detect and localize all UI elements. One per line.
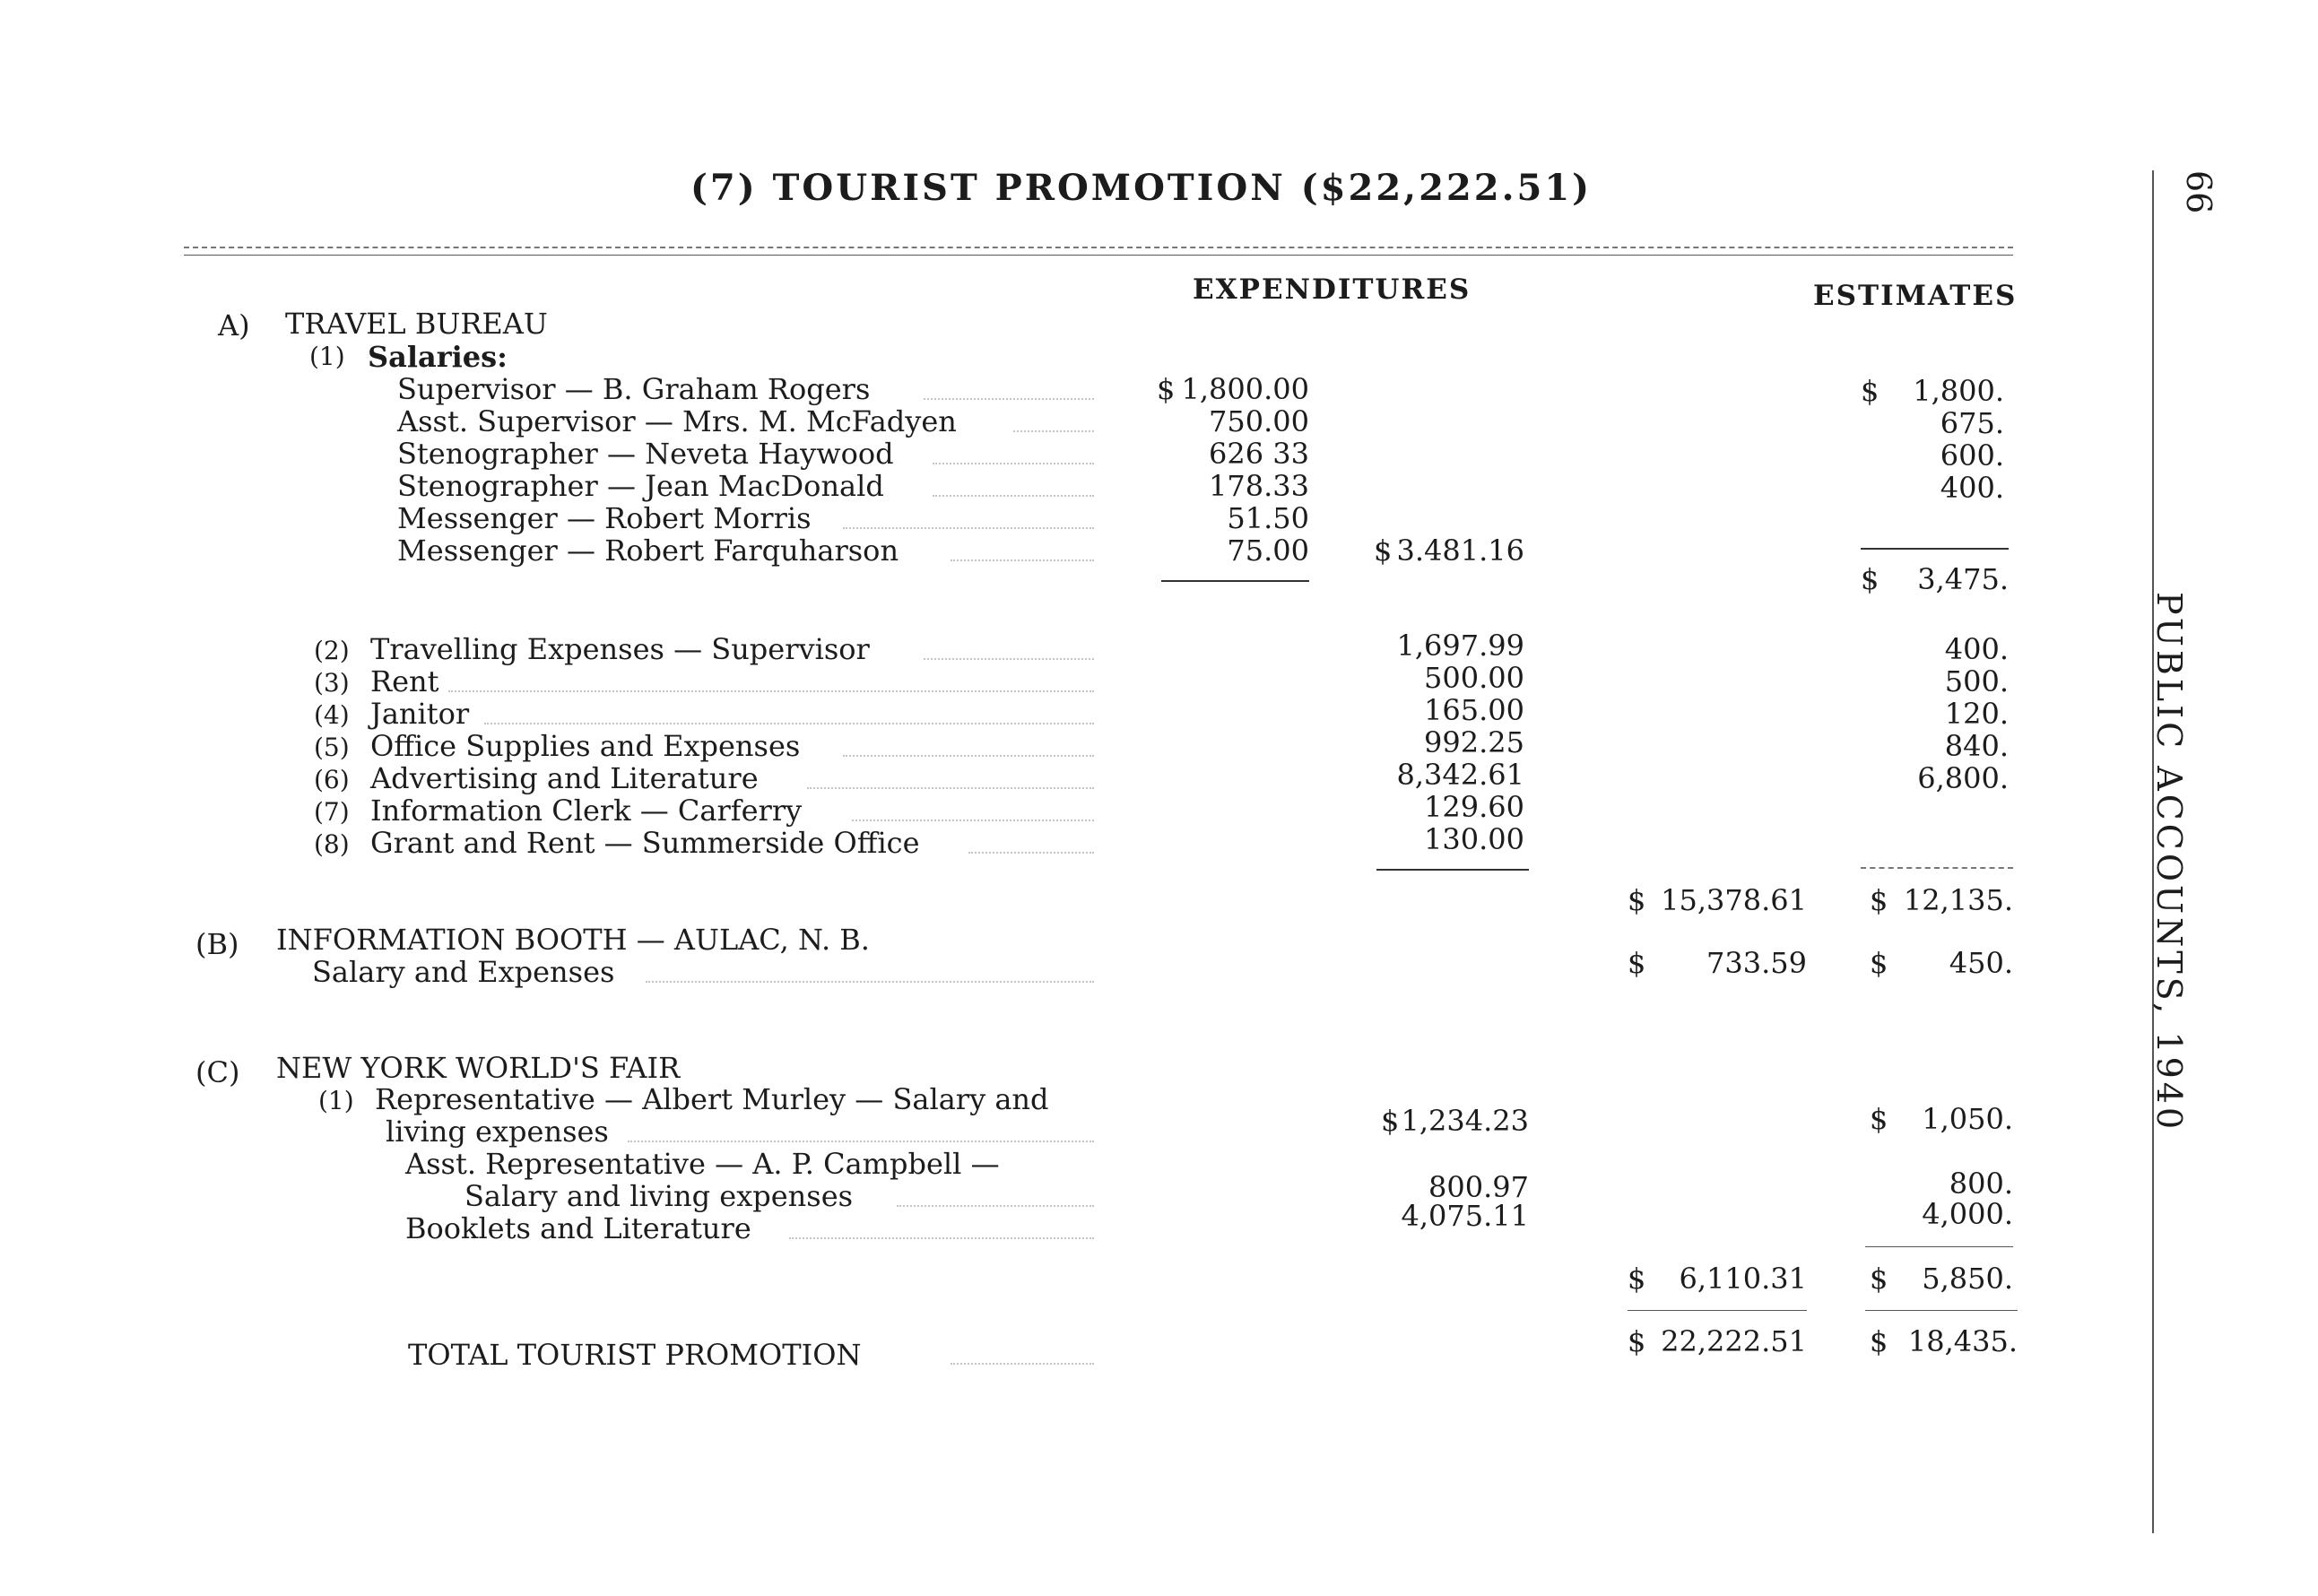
salary-label: Supervisor — B. Graham Rogers [397,372,871,406]
leader-dots [646,981,1094,983]
currency-sign: $ [1628,1324,1646,1358]
item-amount: 165.00 [1424,693,1524,727]
item-estimate: 400. [1944,632,2009,666]
item-number: (5) [314,733,350,762]
section-a-expenditure-rule [1376,869,1529,871]
running-header-text: PUBLIC ACCOUNTS, 1940 [2149,592,2189,1133]
currency-sign: $ [1870,1262,1888,1296]
currency-sign: $ [1870,946,1888,980]
salary-estimate: 675. [1940,406,2004,440]
leader-dots [852,820,1094,821]
salaries-estimate-total: 3,475. [1917,562,2009,596]
item-estimate: 120. [1944,697,2009,731]
salary-label: Messenger — Robert Morris [397,501,812,535]
salary-amount: 75.00 [1227,533,1309,568]
salary-estimate: 400. [1940,471,2004,505]
item-amount: 8,342.61 [1396,758,1524,792]
item-number: (4) [314,700,350,730]
leader-dots [924,658,1094,660]
title-rule-2 [184,255,2013,256]
section-a-marker: A) [218,308,250,343]
item-number: (1) [318,1086,354,1115]
item-amount: 129.60 [1424,790,1524,824]
item-amount: 500.00 [1424,661,1524,695]
grand-total-estimate: 18,435. [1907,1324,2018,1358]
salary-estimate: 1,800. [1913,374,2004,408]
salaries-estimate-rule [1861,548,2009,550]
item-label: Travelling Expenses — Supervisor [370,632,870,666]
item-amount: 4,075.11 [1401,1199,1529,1233]
item-estimate: 6,800. [1917,761,2009,795]
leader-dots [1013,430,1094,432]
item-number: (7) [314,797,350,827]
item-number: (6) [314,765,350,794]
currency-sign: $ [1861,374,1880,408]
grand-total-estimate-rule [1865,1310,2018,1311]
item-number: (3) [314,668,350,698]
section-c-total: 6,110.31 [1679,1262,1807,1296]
grand-total-amount: 22,222.51 [1661,1324,1807,1358]
salary-estimate: 600. [1940,438,2004,473]
item-estimate: 4,000. [1922,1197,2013,1231]
salaries-label: Salaries: [368,340,508,374]
section-c-estimate-total: 5,850. [1922,1262,2013,1296]
item-label: Booklets and Literature [405,1211,751,1245]
page-number-text: 66 [2179,170,2218,214]
section-a-title: TRAVEL BUREAU [285,307,548,341]
item-amount: 130.00 [1424,822,1524,856]
item-amount: 800.97 [1428,1170,1529,1204]
salary-label: Asst. Supervisor — Mrs. M. McFadyen [397,404,957,438]
salary-amount: 51.50 [1227,501,1309,535]
leader-dots [933,495,1094,497]
currency-sign: $ [1861,562,1880,596]
item-amount: 1,697.99 [1396,629,1524,663]
item-label: Janitor [370,697,470,731]
section-a-estimate-rule [1861,867,2013,869]
section-b-total: 733.59 [1706,946,1807,980]
leader-dots [843,527,1094,529]
item-label-continued: living expenses [386,1115,609,1149]
grand-total-label: TOTAL TOURIST PROMOTION [408,1338,862,1372]
section-c-title: NEW YORK WORLD'S FAIR [276,1051,681,1085]
leader-dots [789,1237,1094,1239]
section-a-total: 15,378.61 [1661,883,1807,917]
salary-amount: 750.00 [1209,404,1309,438]
item-label: Information Clerk — Carferry [370,794,803,828]
currency-sign: $ [1374,533,1393,568]
leader-dots [843,755,1094,757]
section-b-marker: (B) [195,927,239,961]
item-estimate: 840. [1944,729,2009,763]
currency-sign: $ [1870,883,1888,917]
salary-amount: 178.33 [1209,469,1309,503]
section-a-estimate-total: 12,135. [1903,883,2013,917]
currency-sign: $ [1628,946,1646,980]
item-amount: 992.25 [1424,725,1524,759]
currency-sign: $ [1870,1324,1888,1358]
salary-label: Messenger — Robert Farquharson [397,533,899,568]
salary-amount: 626 33 [1209,437,1309,471]
salaries-subtotal-rule [1161,580,1309,582]
estimates-heading: ESTIMATES [1813,280,2018,312]
section-c-estimate-rule [1865,1246,2013,1247]
title-rule [184,247,2013,248]
item-estimate: 800. [1949,1167,2013,1201]
currency-sign: $ [1870,1102,1888,1136]
salary-label: Stenographer — Jean MacDonald [397,469,884,503]
currency-sign: $ [1628,883,1646,917]
leader-dots [933,463,1094,464]
leader-dots [968,852,1094,854]
currency-sign: $ [1157,372,1176,406]
leader-dots [897,1205,1094,1207]
item-label: Asst. Representative — A. P. Campbell — [405,1147,1000,1181]
item-amount: 1,234.23 [1401,1104,1529,1138]
leader-dots [484,723,1094,724]
salaries-total: 3.481.16 [1396,533,1524,568]
item-label: Advertising and Literature [370,761,759,795]
currency-sign: $ [1381,1104,1400,1138]
item-estimate: 1,050. [1922,1102,2013,1136]
item-number: (8) [314,829,350,859]
section-b-estimate-total: 450. [1949,946,2013,980]
grand-total-rule [1628,1310,1807,1311]
section-b-title: INFORMATION BOOTH — AULAC, N. B. [276,923,870,957]
item-label: Representative — Albert Murley — Salary and [375,1082,1049,1116]
item-label-continued: Salary and living expenses [464,1179,854,1213]
leader-dots [628,1141,1094,1142]
salary-label: Stenographer — Neveta Haywood [397,437,894,471]
expenditures-heading: EXPENDITURES [1193,273,1472,306]
item-label: Grant and Rent — Summerside Office [370,826,920,860]
section-c-marker: (C) [195,1055,240,1089]
page-title: (7) TOURIST PROMOTION ($22,222.51) [690,167,1593,209]
leader-dots [951,1363,1094,1365]
salary-amount: 1,800.00 [1181,372,1309,406]
currency-sign: $ [1628,1262,1646,1296]
leader-dots [807,787,1094,789]
salaries-number: (1) [309,342,345,371]
leader-dots [924,398,1094,400]
section-b-line: Salary and Expenses [312,955,615,989]
item-number: (2) [314,636,350,665]
leader-dots [951,559,1094,561]
leader-dots [448,690,1094,692]
item-label: Rent [370,664,439,698]
item-estimate: 500. [1944,664,2009,698]
item-label: Office Supplies and Expenses [370,729,801,763]
